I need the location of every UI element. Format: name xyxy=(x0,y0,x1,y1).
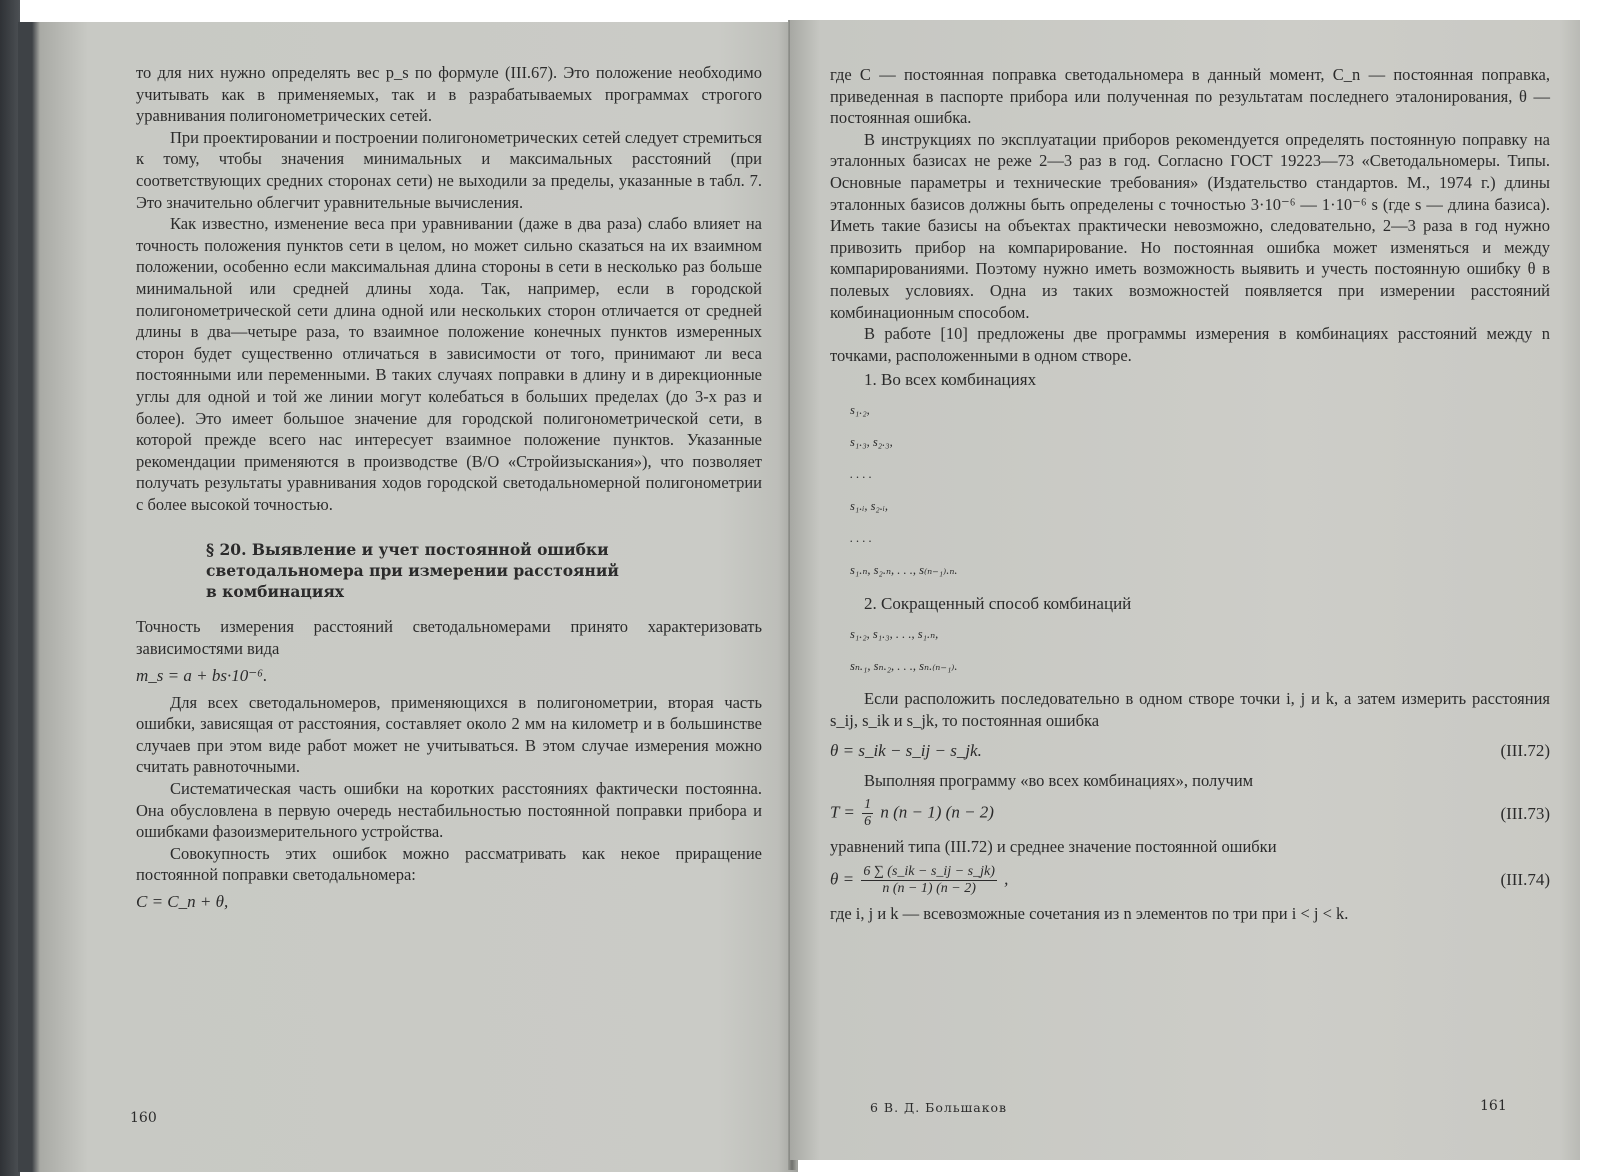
combination-sequence xyxy=(850,624,1550,676)
heading-line: § 20. Выявление и учет постоянной ошибки xyxy=(206,540,609,560)
equation-number: (III.73) xyxy=(1500,803,1550,823)
paragraph: где C — постоянная поправка светодальномера в данный момент, C_n — постоянная поправка, приведенная в паспорте прибора или полученная по результатам последнего эталонирования, θ — постоянная ошибка. xyxy=(830,65,1550,128)
paragraph: Совокупность этих ошибок можно рассматривать как некое приращение постоянной поправки светодальномера: xyxy=(136,843,762,885)
sequence-line: . . . . xyxy=(850,531,872,546)
paragraph: При проектировании и построении полигонометрических сетей следует стремиться к тому, чтобы значения минимальных и максимальных расстояний (при соответствующих средних сторонах сети) не выходили за пределы, указанные в табл. 7. Это значительно облегчит уравнительные вычисления. xyxy=(136,127,762,212)
sequence-line: sₙ.₁, sₙ.₂, . . ., sₙ.₍ₙ₋₁₎. xyxy=(850,659,958,674)
formula: m_s = a + bs·10⁻⁶. xyxy=(136,665,268,685)
formula-row xyxy=(830,738,1550,764)
formula-lhs: T = xyxy=(830,802,855,822)
book-spine-shadow xyxy=(0,0,20,1176)
heading-line: светодальномера при измерении расстояний xyxy=(206,561,619,581)
formula-rhs: n (n − 1) (n − 2) xyxy=(880,802,994,822)
fraction-numerator: 1 xyxy=(864,797,872,813)
paragraph: Точность измерения расстояний светодальномерами принято характеризовать зависимостями вида xyxy=(136,617,762,659)
formula xyxy=(830,797,994,830)
sequence-line: s₁.ₙ, s₂.ₙ, . . ., s₍ₙ₋₁₎.ₙ. xyxy=(850,563,958,578)
left-page xyxy=(18,22,798,1172)
sequence-line: s₁.₂, xyxy=(850,403,870,418)
paragraph: Для всех светодальномеров, применяющихся в полигонометрии, вторая часть ошибки, зависящая от расстояния, составляет около 2 мм на километр и в большинстве случаев при этом виде работ может не учитываться. В этом случае измерения можно считать равноточными. xyxy=(136,692,762,777)
formula: C = C_n + θ, xyxy=(136,892,229,911)
combination-sequence xyxy=(850,400,1550,580)
section-heading xyxy=(206,539,762,602)
paragraph: Как известно, изменение веса при уравнивании (даже в два раза) слабо влияет на точность положения пунктов сети в целом, но может сильно сказаться на их взаимном положении, особенно если максимальная длина стороны в сети в несколько раз больше минимальной или средней длины хода. Так, например, если в городской полигонометрической сети длина одной или нескольких сторон отличается от средней длины в два—четыре раза, то взаимное положение конечных пунктов измеренных сторон будет существенно отличаться в зависимости от того, принимают ли веса постоянными или переменными. В таких случаях поправки в длину и в дирекционные углы для одной и той же линии могут колебаться в больших пределах (до 3-х раз и более). Это имеет большое значение для городской полигонометрической сети, в которой прежде всего нас интересует взаимное положение пунктов. Указанные рекомендации применяются в производстве (В/О «Стройизыскания»), что позволяет получать результаты уравнивания ходов городской светодальномерной полигонометрии с более высокой точностью. xyxy=(136,214,762,514)
page-number-left: 160 xyxy=(130,1110,157,1126)
right-page xyxy=(790,20,1580,1160)
equation-number: (III.74) xyxy=(1500,870,1550,890)
fraction-denominator: 6 xyxy=(864,814,872,830)
formula xyxy=(830,864,1008,897)
signature-mark: 6 В. Д. Большаков xyxy=(870,1100,1008,1115)
paragraph: В инструкциях по эксплуатации приборов рекомендуется определять постоянную поправку на эталонных базисах не реже 2—3 раз в год. Согласно ГОСТ 19223—73 «Светодальномеры. Типы. Основные параметры и технические требования» (Издательство стандартов. М., 1974 г.) длины эталонных базисов должны быть определены с точностью 3·10⁻⁶ — 1·10⁻⁶ s (где s — длина базиса). Иметь такие базисы на объектах практически невозможно, следовательно, 2—3 раза в год нужно привозить прибор на компарирование. Но постоянная ошибка может изменяться и между компарированиями. Поэтому нужно иметь возможность выявить и учесть постоянную ошибку θ в полевых условиях. Одна из таких возможностей появляется при измерении расстояний комбинационным способом. xyxy=(830,129,1550,322)
list-heading: 2. Сокращенный способ комбинаций xyxy=(864,594,1132,614)
sequence-line: s₁.₂, s₁.₃, . . ., s₁.ₙ, xyxy=(850,627,939,642)
paragraph: то для них нужно определять вес p_s по формуле (III.67). Это положение необходимо учитывать как в применяемых, так и в разрабатываемых программах строгого уравнивания полигонометрических сетей. xyxy=(136,63,762,126)
fraction xyxy=(861,864,997,897)
sequence-line: . . . . xyxy=(850,467,872,482)
sequence-line: s₁.ᵢ, s₂.ᵢ, xyxy=(850,499,889,514)
page-number-right: 161 xyxy=(1480,1098,1507,1114)
paragraph: Систематическая часть ошибки на коротких расстояниях фактически постоянна. Она обусловлена в первую очередь нестабильностью постоянной поправки прибора и ошибками фазоизмерительного устройства. xyxy=(136,779,762,842)
paragraph: Выполняя программу «во всех комбинациях», получим xyxy=(864,770,1254,790)
paragraph: уравнений типа (III.72) и среднее значение постоянной ошибки xyxy=(830,837,1277,857)
formula-lhs: θ = xyxy=(830,869,855,889)
list-heading: 1. Во всех комбинациях xyxy=(864,370,1037,390)
formula: θ = s_ik − s_ij − s_jk. xyxy=(830,740,982,760)
formula-row xyxy=(830,797,1550,830)
sequence-line: s₁.₃, s₂.₃, xyxy=(850,435,893,450)
fraction-numerator: 6 ∑ (s_ik − s_ij − s_jk) xyxy=(863,863,995,879)
paragraph: где i, j и k — всевозможные сочетания из n элементов по три при i < j < k. xyxy=(830,903,1349,923)
formula-tail: , xyxy=(1004,869,1009,889)
fraction xyxy=(862,797,873,830)
paragraph: Если расположить последовательно в одном створе точки i, j и k, а затем измерить расстояния s_ij, s_ik и s_jk, то постоянная ошибка xyxy=(830,689,1550,730)
equation-number: (III.72) xyxy=(1500,740,1550,760)
formula-row xyxy=(830,864,1550,897)
fraction-denominator: n (n − 1) (n − 2) xyxy=(882,880,976,896)
heading-line: в комбинациях xyxy=(206,582,345,602)
paragraph: В работе [10] предложены две программы измерения в комбинациях расстояний между n точками, расположенными в одном створе. xyxy=(830,324,1550,365)
